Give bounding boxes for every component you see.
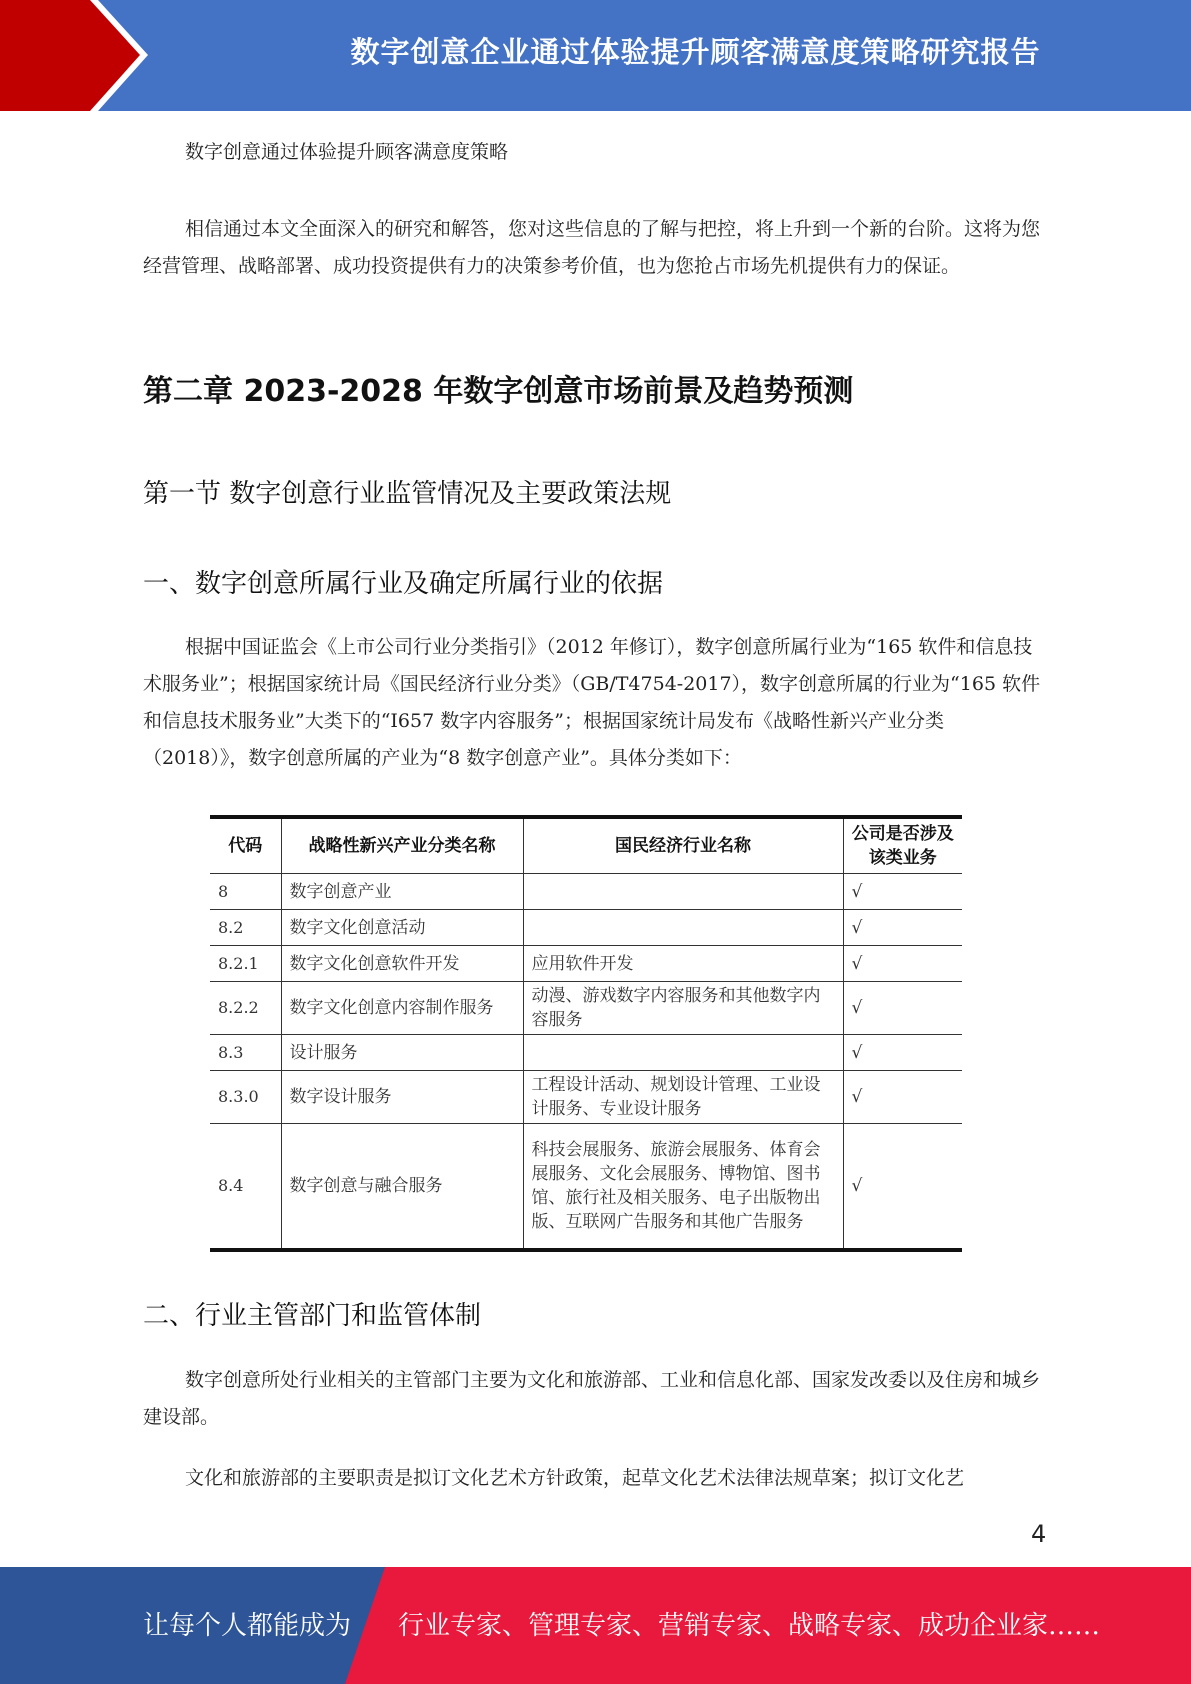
table-cell-industry xyxy=(523,1035,843,1071)
table-cell-check: √ xyxy=(843,982,962,1035)
table-header-cell: 战略性新兴产业分类名称 xyxy=(281,817,523,874)
table-cell-check: √ xyxy=(843,910,962,946)
table-cell-category: 数字创意产业 xyxy=(281,874,523,910)
section-title: 第一节 数字创意行业监管情况及主要政策法规 xyxy=(143,479,672,509)
table-cell-code: 8.2.1 xyxy=(210,946,281,982)
intro-line: 数字创意通过体验提升顾客满意度策略 xyxy=(185,141,509,163)
table-cell-industry xyxy=(523,910,843,946)
table-header-cell: 公司是否涉及该类业务 xyxy=(843,817,962,874)
table-cell-check: √ xyxy=(843,946,962,982)
table-cell-industry: 科技会展服务、旅游会展服务、体育会展服务、文化会展服务、博物馆、图书馆、旅行社及相关服务、电子出版物出版、互联网广告服务和其他广告服务 xyxy=(523,1124,843,1251)
subsection-1-paragraph: 根据中国证监会《上市公司行业分类指引》（2012 年修订），数字创意所属行业为“165 软件和信息技术服务业”；根据国家统计局《国民经济行业分类》（GB/T4754-2017），数字创意所属的行业为“165 软件和信息技术服务业”大类下的“I657 数字内容服务”；根据国家统计局发布《战略性新兴产业分类（2018）》，数字创意所属的产业为“8 数字创意产业”。具体分类如下： xyxy=(143,636,1041,769)
table-cell-category: 数字文化创意活动 xyxy=(281,910,523,946)
table-cell-check: √ xyxy=(843,1071,962,1124)
table-cell-industry: 应用软件开发 xyxy=(523,946,843,982)
table-cell-check: √ xyxy=(843,874,962,910)
table-cell-category: 数字文化创意软件开发 xyxy=(281,946,523,982)
table-row xyxy=(210,1071,962,1124)
table-cell-code: 8.2.2 xyxy=(210,982,281,1035)
table-cell-code: 8.3.0 xyxy=(210,1071,281,1124)
table-header-cell: 国民经济行业名称 xyxy=(523,817,843,874)
table-cell-industry: 工程设计活动、规划设计管理、工业设计服务、专业设计服务 xyxy=(523,1071,843,1124)
subsection-2-paragraph-2: 文化和旅游部的主要职责是拟订文化艺术方针政策，起草文化艺术法律法规草案；拟订文化艺 xyxy=(185,1467,965,1489)
table-cell-code: 8.4 xyxy=(210,1124,281,1251)
industry-classification-table xyxy=(210,815,962,1252)
header-arrow-decoration xyxy=(0,0,200,111)
page-number: 4 xyxy=(1031,1520,1047,1548)
table-cell-industry: 动漫、游戏数字内容服务和其他数字内容服务 xyxy=(523,982,843,1035)
subsection-2-paragraph-1: 数字创意所处行业相关的主管部门主要为文化和旅游部、工业和信息化部、国家发改委以及住房和城乡建设部。 xyxy=(143,1369,1041,1428)
page-footer xyxy=(0,1567,1191,1684)
chapter-title: 第二章 2023-2028 年数字创意市场前景及趋势预测 xyxy=(143,374,854,409)
footer-slogan-left: 让每个人都能成为 xyxy=(143,1611,352,1641)
table-row xyxy=(210,910,962,946)
table-row xyxy=(210,1124,962,1251)
subsection-2-title: 二、行业主管部门和监管体制 xyxy=(143,1301,482,1331)
table-cell-category: 数字设计服务 xyxy=(281,1071,523,1124)
report-title: 数字创意企业通过体验提升顾客满意度策略研究报告 xyxy=(350,35,1041,69)
table-row xyxy=(210,1035,962,1071)
footer-slogan-right: 行业专家、管理专家、营销专家、战略专家、成功企业家…… xyxy=(398,1611,1101,1641)
table-row xyxy=(210,982,962,1035)
table-cell-category: 数字创意与融合服务 xyxy=(281,1124,523,1251)
subsection-1-title: 一、数字创意所属行业及确定所属行业的依据 xyxy=(143,569,664,599)
table-cell-category: 设计服务 xyxy=(281,1035,523,1071)
table-cell-code: 8.2 xyxy=(210,910,281,946)
table-row xyxy=(210,874,962,910)
table-row xyxy=(210,946,962,982)
table-cell-code: 8.3 xyxy=(210,1035,281,1071)
table-cell-category: 数字文化创意内容制作服务 xyxy=(281,982,523,1035)
table-header-cell: 代码 xyxy=(210,817,281,874)
table-cell-industry xyxy=(523,874,843,910)
intro-paragraph: 相信通过本文全面深入的研究和解答，您对这些信息的了解与把控，将上升到一个新的台阶。这将为您经营管理、战略部署、成功投资提供有力的决策参考价值，也为您抢占市场先机提供有力的保证。 xyxy=(143,218,1041,277)
page-header xyxy=(0,0,1191,111)
table-cell-code: 8 xyxy=(210,874,281,910)
table-cell-check: √ xyxy=(843,1124,962,1251)
table-cell-check: √ xyxy=(843,1035,962,1071)
table-header-row xyxy=(210,817,962,874)
